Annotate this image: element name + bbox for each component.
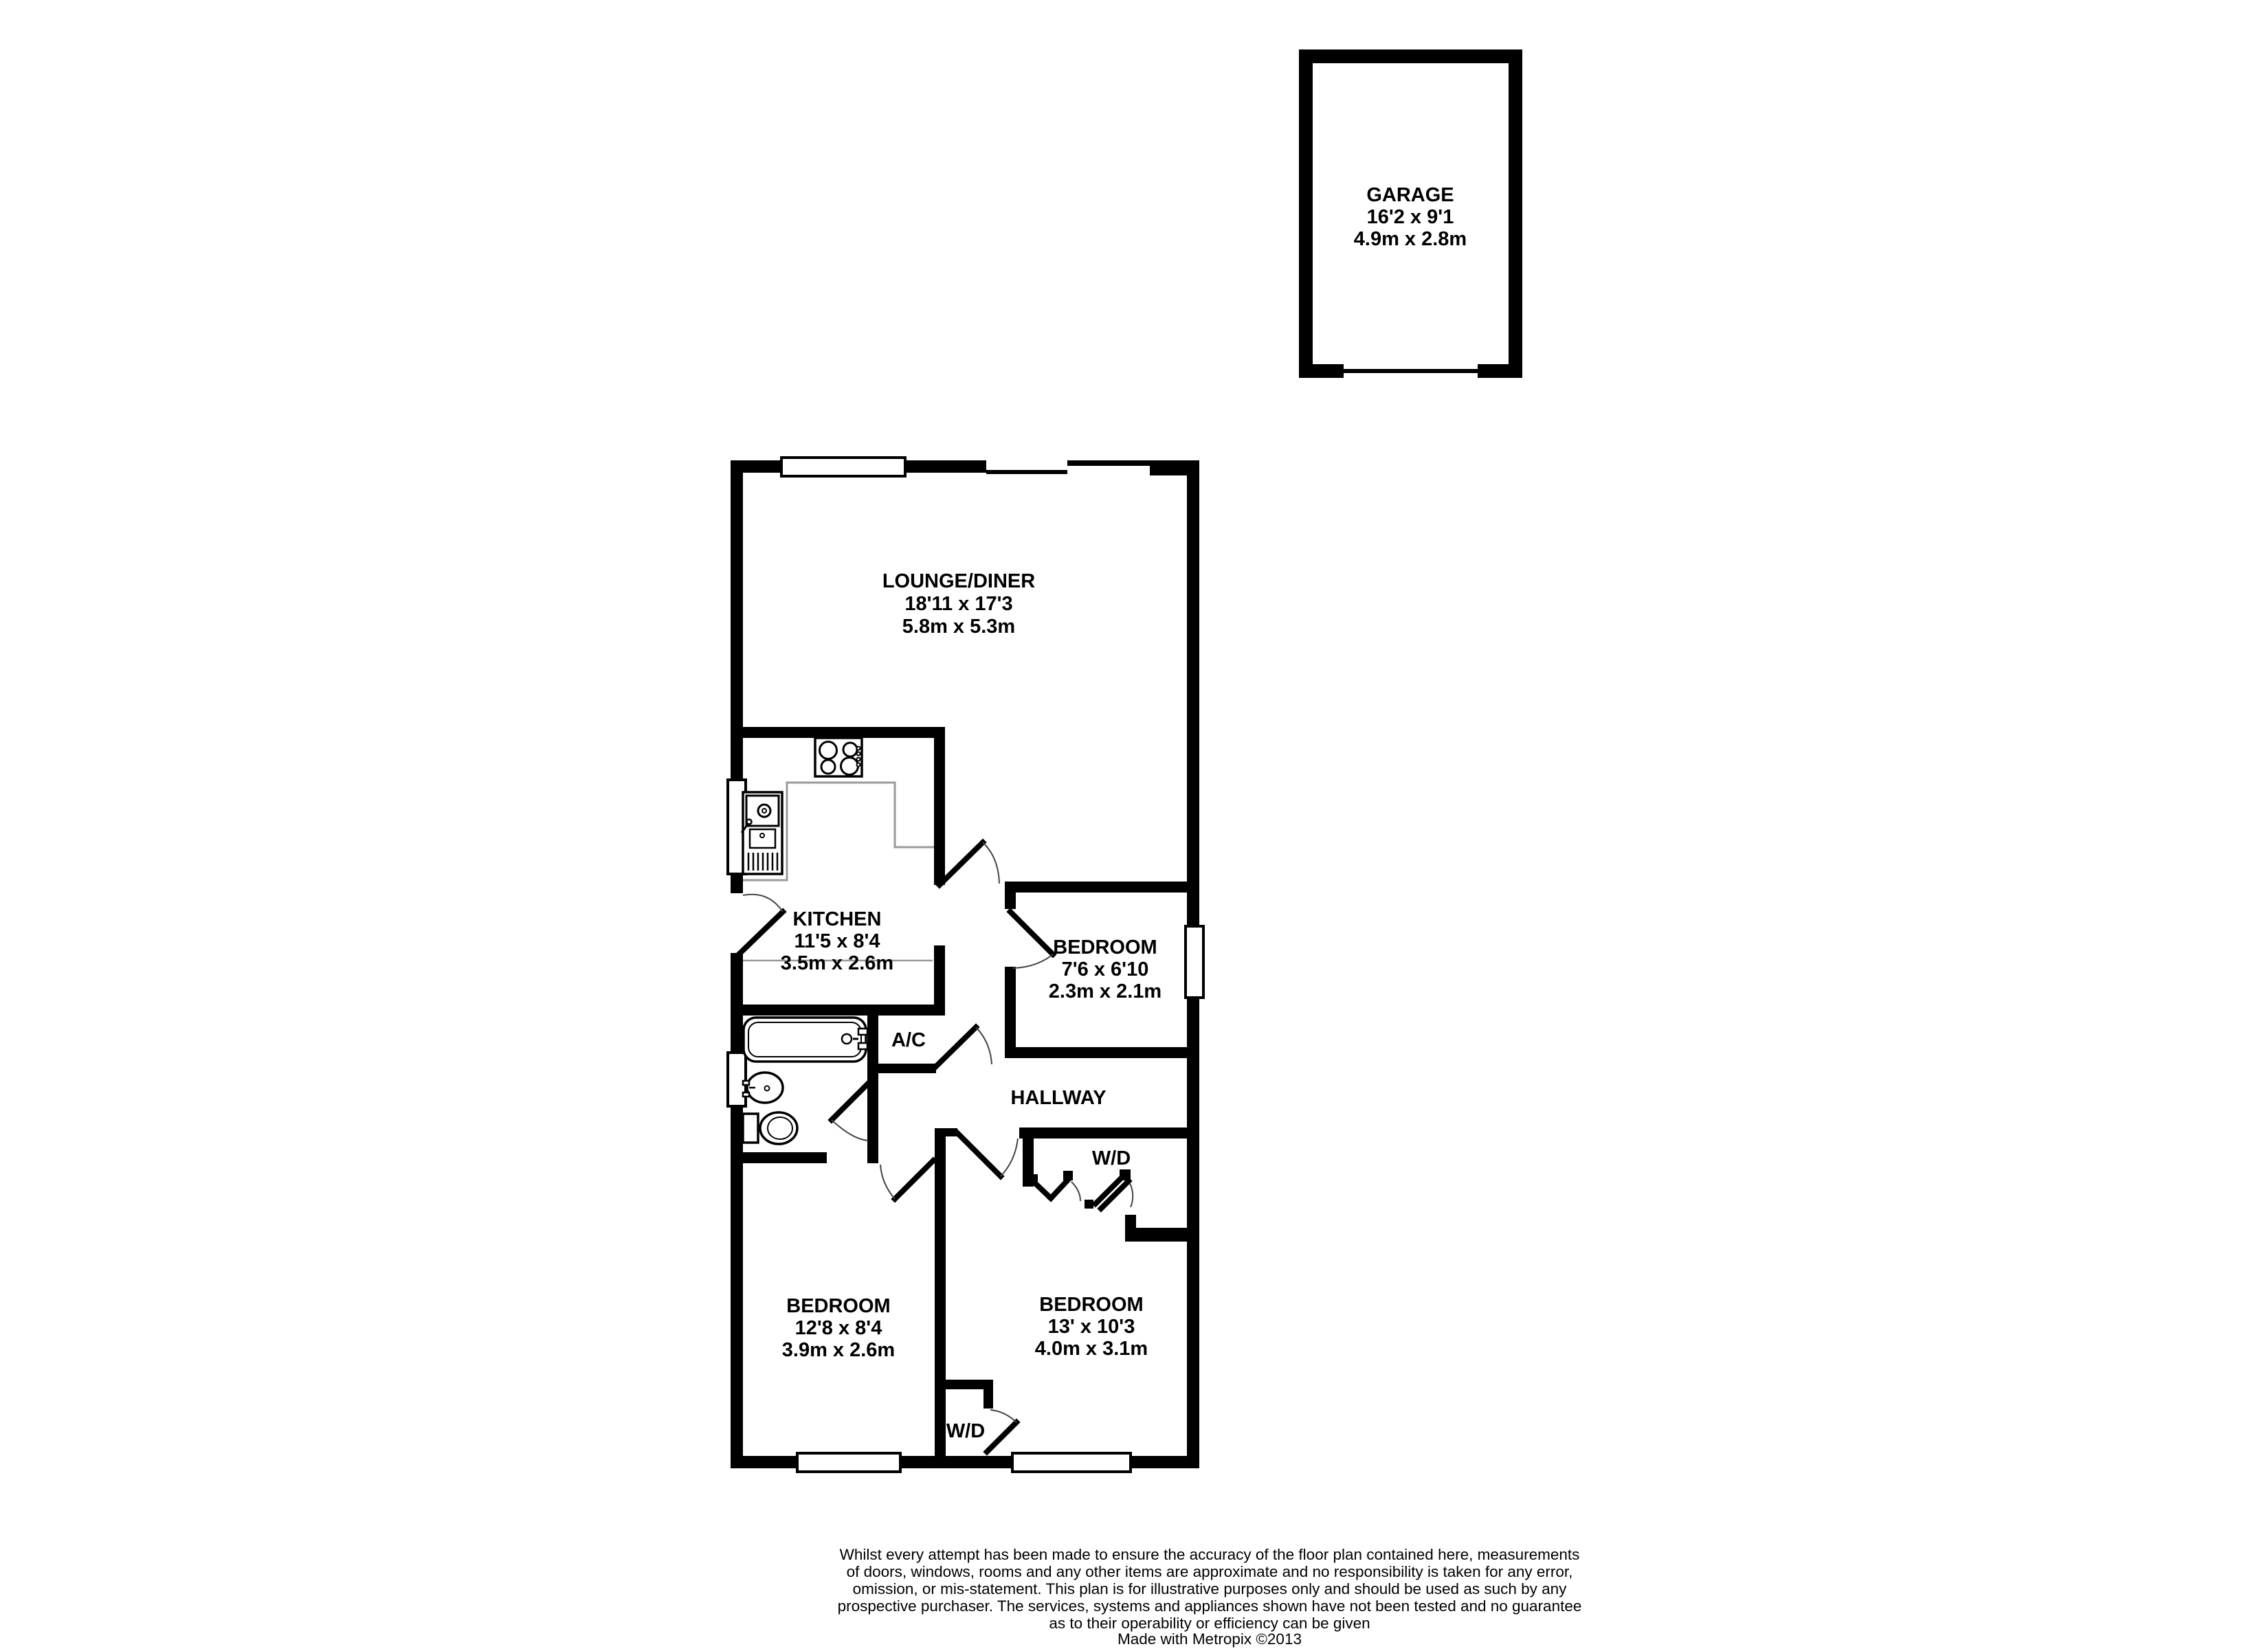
door-swing-arc	[1130, 1183, 1133, 1207]
toilet-fixture	[743, 1112, 797, 1144]
wall	[934, 945, 945, 1005]
disclaimer-line: prospective purchaser. The services, systems and appliances shown have not been tested and no guarantee	[837, 1597, 1582, 1615]
wall	[731, 1152, 827, 1163]
disclaimer-line: of doors, windows, rooms and any other items are approximate and no responsibility is taken for any error,	[846, 1563, 1573, 1580]
wall	[731, 1005, 945, 1016]
wall	[905, 460, 986, 473]
bedroom-left-label: BEDROOM	[786, 1295, 891, 1317]
garage-size-metric: 4.9m x 2.8m	[1353, 228, 1467, 250]
door-leaf	[740, 912, 783, 953]
stove-fixture	[815, 738, 862, 776]
front-door-opening	[986, 470, 1067, 474]
wall	[731, 953, 743, 1053]
door-leaf	[936, 1027, 976, 1066]
door-leaf	[895, 1160, 933, 1199]
bedroom-mid-label: BEDROOM	[1053, 936, 1157, 958]
door-leaf	[987, 1422, 1016, 1452]
wall	[1299, 49, 1522, 63]
basin-fixture	[743, 1073, 783, 1103]
door-swing-arc	[983, 842, 999, 884]
wall	[1125, 1228, 1188, 1242]
disclaimer	[838, 1546, 1582, 1648]
wall	[1509, 49, 1522, 378]
garage-door-opening	[1340, 369, 1481, 373]
kitchen-label: KITCHEN	[792, 908, 882, 930]
door-swing-arc	[743, 895, 783, 912]
lounge-label: LOUNGE/DINER	[882, 570, 1036, 592]
thin-wall-segment	[1067, 460, 1150, 466]
wall	[1005, 1047, 1187, 1058]
wall	[1299, 364, 1344, 378]
wall	[946, 1380, 993, 1389]
bifold-doors	[1028, 1169, 1133, 1209]
garage-size-imperial: 16'2 x 9'1	[1366, 206, 1454, 228]
airing-cupboard-label: A/C	[891, 1029, 926, 1051]
wall	[731, 874, 743, 893]
wall	[1187, 998, 1199, 1468]
door-swing-arc	[990, 1410, 1016, 1422]
wall	[1131, 1456, 1199, 1468]
bedroom-right-size-metric: 4.0m x 3.1m	[1034, 1338, 1148, 1360]
door-swing-arc	[976, 1027, 992, 1064]
bedroom-mid-size-metric: 2.3m x 2.1m	[1048, 980, 1162, 1002]
door-leaf	[1010, 912, 1053, 954]
window	[728, 1053, 746, 1106]
door-swing-arc	[832, 1120, 868, 1141]
kitchen-size-imperial: 11'5 x 8'4	[794, 930, 880, 952]
hallway-label: HALLWAY	[1010, 1087, 1107, 1109]
wall	[867, 1016, 878, 1163]
wall	[731, 460, 781, 473]
garage	[1299, 49, 1522, 378]
door-leaf	[1034, 1182, 1051, 1198]
bedroom-left-size-metric: 3.9m x 2.6m	[781, 1339, 896, 1361]
door-swing-arc	[880, 1165, 895, 1199]
disclaimer-line: omission, or mis-statement. This plan is for illustrative purposes only and should be used as such by any	[852, 1580, 1567, 1597]
wall	[1005, 967, 1016, 1058]
wall	[1005, 882, 1016, 909]
wall	[983, 1389, 993, 1409]
bedroom-left-size-imperial: 12'8 x 8'4	[794, 1317, 882, 1339]
bedroom-right-label: BEDROOM	[1039, 1294, 1144, 1316]
door-swing-arc	[1071, 1182, 1080, 1201]
window	[1186, 926, 1203, 998]
window	[1012, 1453, 1131, 1472]
wall	[1019, 1128, 1191, 1138]
door-swing-arc	[1001, 1138, 1018, 1176]
door-leaf	[940, 842, 983, 885]
window	[797, 1453, 900, 1472]
lounge-size-metric: 5.8m x 5.3m	[902, 616, 1016, 638]
wall	[1478, 364, 1522, 378]
wall	[900, 1456, 1012, 1468]
door-leaf	[957, 1133, 1001, 1176]
kitchen-sink-fixture	[742, 792, 782, 874]
made-with-credit: Made with Metropix ©2013	[1118, 1630, 1302, 1648]
disclaimer-line: Whilst every attempt has been made to ensure the accuracy of the floor plan contained here, measurements	[839, 1546, 1580, 1563]
wd-bedroom-label: W/D	[946, 1420, 986, 1442]
bathroom-fixtures	[743, 1018, 867, 1144]
bathtub-fixture	[744, 1018, 867, 1062]
kitchen-size-metric: 3.5m x 2.6m	[780, 952, 894, 974]
wall	[731, 727, 945, 738]
wall	[1005, 882, 1187, 893]
wall	[878, 1064, 936, 1073]
door-leaf	[832, 1081, 870, 1120]
lounge-size-imperial: 18'11 x 17'3	[904, 593, 1013, 615]
wall	[1299, 49, 1313, 378]
disclaimer-line: as to their operability or efficiency can be given	[1049, 1615, 1370, 1632]
wall	[731, 1456, 797, 1468]
wall	[935, 1128, 957, 1136]
bedroom-mid-size-imperial: 7'6 x 6'10	[1061, 958, 1149, 980]
wall	[1187, 460, 1199, 926]
garage-label: GARAGE	[1366, 184, 1454, 206]
window	[781, 458, 905, 476]
wall	[1125, 1215, 1136, 1228]
door-leaf	[1051, 1179, 1069, 1198]
bedroom-right-size-imperial: 13' x 10'3	[1047, 1316, 1135, 1338]
wall	[934, 727, 945, 885]
door-swing-arc	[1013, 954, 1053, 968]
wall	[935, 1128, 946, 1456]
wd-hall-label: W/D	[1091, 1147, 1131, 1169]
